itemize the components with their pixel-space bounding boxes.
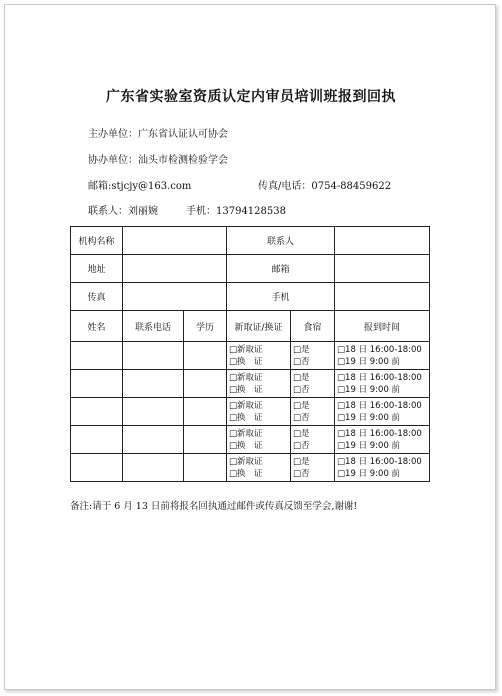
time-18-checkbox[interactable]: □18 日 16:00-18:00 [337,400,422,411]
cert-new-checkbox[interactable]: □新取证 [229,344,263,355]
lodging-no-checkbox[interactable]: □否 [293,412,310,423]
time-19-checkbox[interactable]: □19 日 9:00 前 [337,412,401,423]
table-row [71,398,430,426]
name-cell[interactable] [71,426,123,454]
fax-label: 传真 [71,283,123,311]
table-row [71,454,430,482]
col-header-cert: 新取证/换证 [227,311,291,342]
phone-cell[interactable] [123,426,184,454]
cert-renew-checkbox[interactable]: □换 证 [229,356,263,367]
time-18-checkbox[interactable]: □18 日 16:00-18:00 [337,372,422,383]
time-18-checkbox[interactable]: □18 日 16:00-18:00 [337,344,422,355]
time-19-checkbox[interactable]: □19 日 9:00 前 [337,384,401,395]
lodging-yes-checkbox[interactable]: □是 [293,344,310,355]
footnote: 备注:请于 6 月 13 日前将报名回执通过邮件或传真反馈至学会,谢谢! [70,501,358,512]
lodging-yes-checkbox[interactable]: □是 [293,372,310,383]
address-label: 地址 [71,255,123,283]
phone-cell[interactable] [123,398,184,426]
address-field[interactable] [123,255,227,283]
cert-new-checkbox[interactable]: □新取证 [229,372,263,383]
phone-cell[interactable] [123,370,184,398]
lodging-yes-checkbox[interactable]: □是 [293,456,310,467]
name-cell[interactable] [71,398,123,426]
education-cell[interactable] [184,398,227,426]
education-cell[interactable] [184,454,227,482]
contact-person-label: 联系人 [227,227,335,255]
col-header-lodging: 食宿 [291,311,335,342]
org-name-field[interactable] [123,227,227,255]
col-header-phone: 联系电话 [123,311,184,342]
name-cell[interactable] [71,454,123,482]
contact-mobile: 手机：13794128538 [186,206,286,217]
co-organizer: 协办单位：汕头市检测检验学会 [88,155,228,166]
education-cell[interactable] [184,342,227,370]
name-cell[interactable] [71,370,123,398]
contact-person-field[interactable] [335,227,430,255]
education-cell[interactable] [184,370,227,398]
phone-cell[interactable] [123,454,184,482]
time-18-checkbox[interactable]: □18 日 16:00-18:00 [337,428,422,439]
col-header-time: 报到时间 [335,311,430,342]
fax-phone: 传真/电话：0754-88459622 [258,181,392,192]
cert-renew-checkbox[interactable]: □换 证 [229,440,263,451]
fax-field[interactable] [123,283,227,311]
table-row [71,342,430,370]
email: 邮箱:stjcjy@163.com [88,181,192,192]
mobile-field[interactable] [335,283,430,311]
organizer: 主办单位：广东省认证认可协会 [88,129,228,140]
col-header-education: 学历 [184,311,227,342]
page-title: 广东省实验室资质认定内审员培训班报到回执 [106,89,396,105]
table-row [71,426,430,454]
time-19-checkbox[interactable]: □19 日 9:00 前 [337,468,401,479]
cert-new-checkbox[interactable]: □新取证 [229,428,263,439]
lodging-yes-checkbox[interactable]: □是 [293,400,310,411]
table-row [71,370,430,398]
cert-new-checkbox[interactable]: □新取证 [229,400,263,411]
time-18-checkbox[interactable]: □18 日 16:00-18:00 [337,456,422,467]
name-cell[interactable] [71,342,123,370]
time-19-checkbox[interactable]: □19 日 9:00 前 [337,356,401,367]
cert-new-checkbox[interactable]: □新取证 [229,456,263,467]
lodging-no-checkbox[interactable]: □否 [293,384,310,395]
postcode-label: 邮箱 [227,255,335,283]
cert-renew-checkbox[interactable]: □换 证 [229,412,263,423]
time-19-checkbox[interactable]: □19 日 9:00 前 [337,440,401,451]
org-name-label: 机构名称 [71,227,123,255]
education-cell[interactable] [184,426,227,454]
contact-person: 联系人：刘丽婉 [88,206,158,217]
mobile-label: 手机 [227,283,335,311]
registration-form [70,226,430,482]
postcode-field[interactable] [335,255,430,283]
phone-cell[interactable] [123,342,184,370]
lodging-no-checkbox[interactable]: □否 [293,468,310,479]
cert-renew-checkbox[interactable]: □换 证 [229,468,263,479]
lodging-yes-checkbox[interactable]: □是 [293,428,310,439]
lodging-no-checkbox[interactable]: □否 [293,356,310,367]
col-header-name: 姓名 [71,311,123,342]
lodging-no-checkbox[interactable]: □否 [293,440,310,451]
cert-renew-checkbox[interactable]: □换 证 [229,384,263,395]
